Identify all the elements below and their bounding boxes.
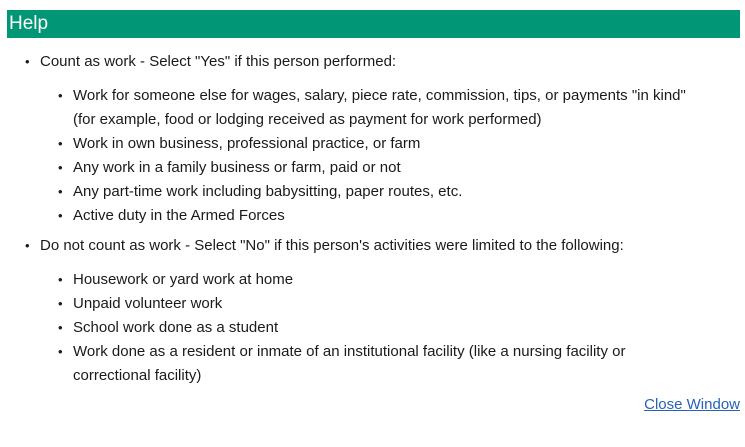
bullet-icon: • xyxy=(25,54,30,69)
list-item-text: Work for someone else for wages, salary, piece rate, commission, tips, or payments "in kind" (for example, food or lodging received as payment for work performed) xyxy=(73,87,686,128)
section-label: Do not count as work - Select "No" if this person's activities were limited to the following: xyxy=(40,237,624,254)
bullet-icon: • xyxy=(58,88,63,103)
list-item-text: Work done as a resident or inmate of an institutional facility (like a nursing facility or correctional facility) xyxy=(73,343,626,384)
list-item xyxy=(40,292,693,316)
list-item xyxy=(40,132,693,156)
bullet-icon: • xyxy=(58,184,63,199)
list-item xyxy=(40,268,693,292)
list-item-text: Housework or yard work at home xyxy=(73,271,294,288)
help-sections-list xyxy=(0,50,745,388)
help-title: Help xyxy=(9,13,49,34)
bullet-icon: • xyxy=(58,272,63,287)
close-window-link[interactable]: Close Window xyxy=(644,396,740,413)
bullet-icon: • xyxy=(58,160,63,175)
bullet-icon: • xyxy=(58,136,63,151)
list-item-text: Any part-time work including babysitting, paper routes, etc. xyxy=(73,183,463,200)
section-do-not-count-as-work xyxy=(0,234,745,388)
list-item-text: Unpaid volunteer work xyxy=(73,295,223,312)
list-item xyxy=(40,156,693,180)
list-item-text: School work done as a student xyxy=(73,319,279,336)
bullet-icon: • xyxy=(58,320,63,335)
section-count-as-work xyxy=(0,50,745,228)
bullet-icon: • xyxy=(58,296,63,311)
section-label: Count as work - Select "Yes" if this person performed: xyxy=(40,53,397,70)
bullet-icon: • xyxy=(58,344,63,359)
help-title-bar xyxy=(7,10,740,38)
section-items-list xyxy=(40,84,715,228)
bullet-icon: • xyxy=(25,238,30,253)
list-item-text: Work in own business, professional practice, or farm xyxy=(73,135,421,152)
list-item xyxy=(40,84,693,132)
list-item xyxy=(40,180,693,204)
list-item-text: Any work in a family business or farm, paid or not xyxy=(73,159,401,176)
list-item xyxy=(40,204,693,228)
help-content xyxy=(0,50,745,388)
section-items-list xyxy=(40,268,715,388)
list-item-text: Active duty in the Armed Forces xyxy=(73,207,285,224)
bullet-icon: • xyxy=(58,208,63,223)
list-item xyxy=(40,340,693,388)
list-item xyxy=(40,316,693,340)
